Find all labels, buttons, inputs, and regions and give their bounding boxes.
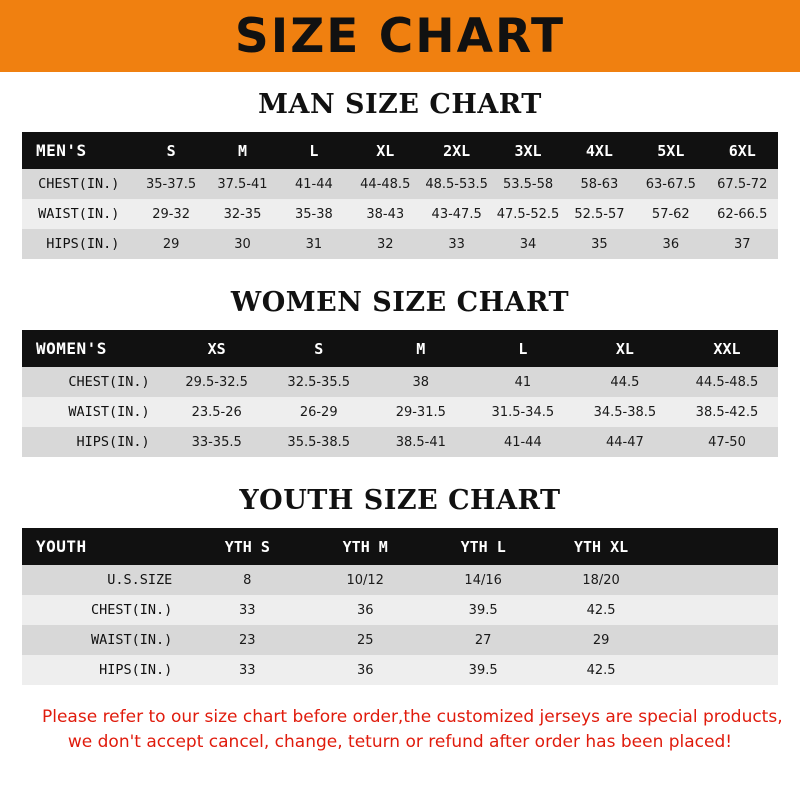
youth-table-head bbox=[22, 528, 778, 565]
youth-hips-s: 33 bbox=[188, 655, 306, 685]
women-chest-l: 41 bbox=[472, 367, 574, 397]
page-title: SIZE CHART bbox=[234, 8, 566, 64]
table-row bbox=[22, 199, 778, 229]
chart-content bbox=[0, 89, 800, 754]
youth-table-body bbox=[22, 565, 778, 685]
men-header-xl: XL bbox=[350, 132, 421, 169]
men-chest-2xl: 48.5-53.5 bbox=[421, 169, 492, 199]
men-row-label-waist: WAIST(IN.) bbox=[22, 199, 135, 229]
women-header-xxl: XXL bbox=[676, 330, 778, 367]
men-header-5xl: 5XL bbox=[635, 132, 706, 169]
men-hips-2xl: 33 bbox=[421, 229, 492, 259]
footer-note-line-2: we don't accept cancel, change, teturn or refund after order has been placed! bbox=[67, 731, 733, 752]
women-waist-xs: 23.5-26 bbox=[166, 397, 268, 427]
men-table-head bbox=[22, 132, 778, 169]
men-waist-2xl: 43-47.5 bbox=[421, 199, 492, 229]
men-waist-3xl: 47.5-52.5 bbox=[492, 199, 563, 229]
section-title-men: MAN SIZE CHART bbox=[258, 89, 542, 120]
men-chest-5xl: 63-67.5 bbox=[635, 169, 706, 199]
men-chest-6xl: 67.5-72 bbox=[707, 169, 778, 199]
women-hips-xxl: 47-50 bbox=[676, 427, 778, 457]
youth-size-table bbox=[22, 528, 778, 685]
youth-header-xl: YTH XL bbox=[542, 528, 660, 565]
men-header-label: MEN'S bbox=[22, 132, 135, 169]
youth-ussize-m: 10/12 bbox=[306, 565, 424, 595]
men-chest-3xl: 53.5-58 bbox=[492, 169, 563, 199]
men-waist-s: 29-32 bbox=[135, 199, 206, 229]
youth-ussize-l: 14/16 bbox=[424, 565, 542, 595]
footer-note-line-1: Please refer to our size chart before order,the customized jerseys are special products, bbox=[42, 707, 783, 727]
men-hips-m: 30 bbox=[207, 229, 278, 259]
men-header-m: M bbox=[207, 132, 278, 169]
youth-chest-blank bbox=[660, 595, 778, 625]
youth-header-blank bbox=[660, 528, 778, 565]
youth-chest-s: 33 bbox=[188, 595, 306, 625]
men-waist-4xl: 52.5-57 bbox=[564, 199, 635, 229]
youth-row-label-ussize: U.S.SIZE bbox=[22, 565, 188, 595]
men-hips-3xl: 34 bbox=[492, 229, 563, 259]
table-row bbox=[22, 367, 778, 397]
youth-row-label-hips: HIPS(IN.) bbox=[22, 655, 188, 685]
table-row bbox=[22, 229, 778, 259]
women-hips-xl: 44-47 bbox=[574, 427, 676, 457]
youth-waist-blank bbox=[660, 625, 778, 655]
youth-chest-l: 39.5 bbox=[424, 595, 542, 625]
page-banner bbox=[0, 0, 800, 72]
table-row bbox=[22, 427, 778, 457]
women-chest-s: 32.5-35.5 bbox=[268, 367, 370, 397]
youth-hips-l: 39.5 bbox=[424, 655, 542, 685]
men-header-2xl: 2XL bbox=[421, 132, 492, 169]
table-row bbox=[22, 169, 778, 199]
men-waist-xl: 38-43 bbox=[350, 199, 421, 229]
women-waist-l: 31.5-34.5 bbox=[472, 397, 574, 427]
men-hips-5xl: 36 bbox=[635, 229, 706, 259]
youth-ussize-s: 8 bbox=[188, 565, 306, 595]
section-title-women: WOMEN SIZE CHART bbox=[230, 287, 570, 318]
youth-ussize-xl: 18/20 bbox=[542, 565, 660, 595]
women-header-label: WOMEN'S bbox=[22, 330, 166, 367]
women-hips-l: 41-44 bbox=[472, 427, 574, 457]
section-title-youth: YOUTH SIZE CHART bbox=[239, 485, 561, 516]
youth-hips-blank bbox=[660, 655, 778, 685]
men-hips-s: 29 bbox=[135, 229, 206, 259]
youth-chest-xl: 42.5 bbox=[542, 595, 660, 625]
table-row bbox=[22, 655, 778, 685]
men-table-body bbox=[22, 169, 778, 259]
youth-ussize-blank bbox=[660, 565, 778, 595]
table-header-row bbox=[22, 528, 778, 565]
men-row-label-hips: HIPS(IN.) bbox=[22, 229, 135, 259]
youth-header-label: YOUTH bbox=[22, 528, 188, 565]
women-waist-xxl: 38.5-42.5 bbox=[676, 397, 778, 427]
women-hips-m: 38.5-41 bbox=[370, 427, 472, 457]
youth-waist-m: 25 bbox=[306, 625, 424, 655]
women-size-table bbox=[22, 330, 778, 457]
youth-row-label-waist: WAIST(IN.) bbox=[22, 625, 188, 655]
men-header-6xl: 6XL bbox=[707, 132, 778, 169]
women-header-s: S bbox=[268, 330, 370, 367]
men-waist-5xl: 57-62 bbox=[635, 199, 706, 229]
women-header-l: L bbox=[472, 330, 574, 367]
women-chest-xs: 29.5-32.5 bbox=[166, 367, 268, 397]
women-chest-m: 38 bbox=[370, 367, 472, 397]
women-table-body bbox=[22, 367, 778, 457]
youth-hips-m: 36 bbox=[306, 655, 424, 685]
youth-row-label-chest: CHEST(IN.) bbox=[22, 595, 188, 625]
women-waist-s: 26-29 bbox=[268, 397, 370, 427]
women-waist-xl: 34.5-38.5 bbox=[574, 397, 676, 427]
table-row bbox=[22, 625, 778, 655]
women-chest-xl: 44.5 bbox=[574, 367, 676, 397]
table-row bbox=[22, 595, 778, 625]
men-hips-xl: 32 bbox=[350, 229, 421, 259]
women-header-xl: XL bbox=[574, 330, 676, 367]
women-table-head bbox=[22, 330, 778, 367]
women-header-m: M bbox=[370, 330, 472, 367]
men-chest-m: 37.5-41 bbox=[207, 169, 278, 199]
men-size-table bbox=[22, 132, 778, 259]
men-header-l: L bbox=[278, 132, 349, 169]
men-chest-4xl: 58-63 bbox=[564, 169, 635, 199]
women-row-label-hips: HIPS(IN.) bbox=[22, 427, 166, 457]
men-hips-6xl: 37 bbox=[707, 229, 778, 259]
men-header-4xl: 4XL bbox=[564, 132, 635, 169]
men-hips-4xl: 35 bbox=[564, 229, 635, 259]
women-row-label-chest: CHEST(IN.) bbox=[22, 367, 166, 397]
men-header-3xl: 3XL bbox=[492, 132, 563, 169]
men-header-s: S bbox=[135, 132, 206, 169]
table-header-row bbox=[22, 330, 778, 367]
table-row bbox=[22, 397, 778, 427]
men-row-label-chest: CHEST(IN.) bbox=[22, 169, 135, 199]
men-chest-xl: 44-48.5 bbox=[350, 169, 421, 199]
women-header-xs: XS bbox=[166, 330, 268, 367]
youth-waist-s: 23 bbox=[188, 625, 306, 655]
men-chest-l: 41-44 bbox=[278, 169, 349, 199]
men-waist-6xl: 62-66.5 bbox=[707, 199, 778, 229]
men-waist-l: 35-38 bbox=[278, 199, 349, 229]
table-header-row bbox=[22, 132, 778, 169]
men-waist-m: 32-35 bbox=[207, 199, 278, 229]
men-chest-s: 35-37.5 bbox=[135, 169, 206, 199]
women-hips-s: 35.5-38.5 bbox=[268, 427, 370, 457]
women-chest-xxl: 44.5-48.5 bbox=[676, 367, 778, 397]
youth-header-m: YTH M bbox=[306, 528, 424, 565]
footer-note bbox=[22, 705, 783, 754]
men-hips-l: 31 bbox=[278, 229, 349, 259]
table-row bbox=[22, 565, 778, 595]
youth-waist-l: 27 bbox=[424, 625, 542, 655]
youth-header-s: YTH S bbox=[188, 528, 306, 565]
youth-waist-xl: 29 bbox=[542, 625, 660, 655]
youth-chest-m: 36 bbox=[306, 595, 424, 625]
women-hips-xs: 33-35.5 bbox=[166, 427, 268, 457]
youth-hips-xl: 42.5 bbox=[542, 655, 660, 685]
women-waist-m: 29-31.5 bbox=[370, 397, 472, 427]
women-row-label-waist: WAIST(IN.) bbox=[22, 397, 166, 427]
youth-header-l: YTH L bbox=[424, 528, 542, 565]
